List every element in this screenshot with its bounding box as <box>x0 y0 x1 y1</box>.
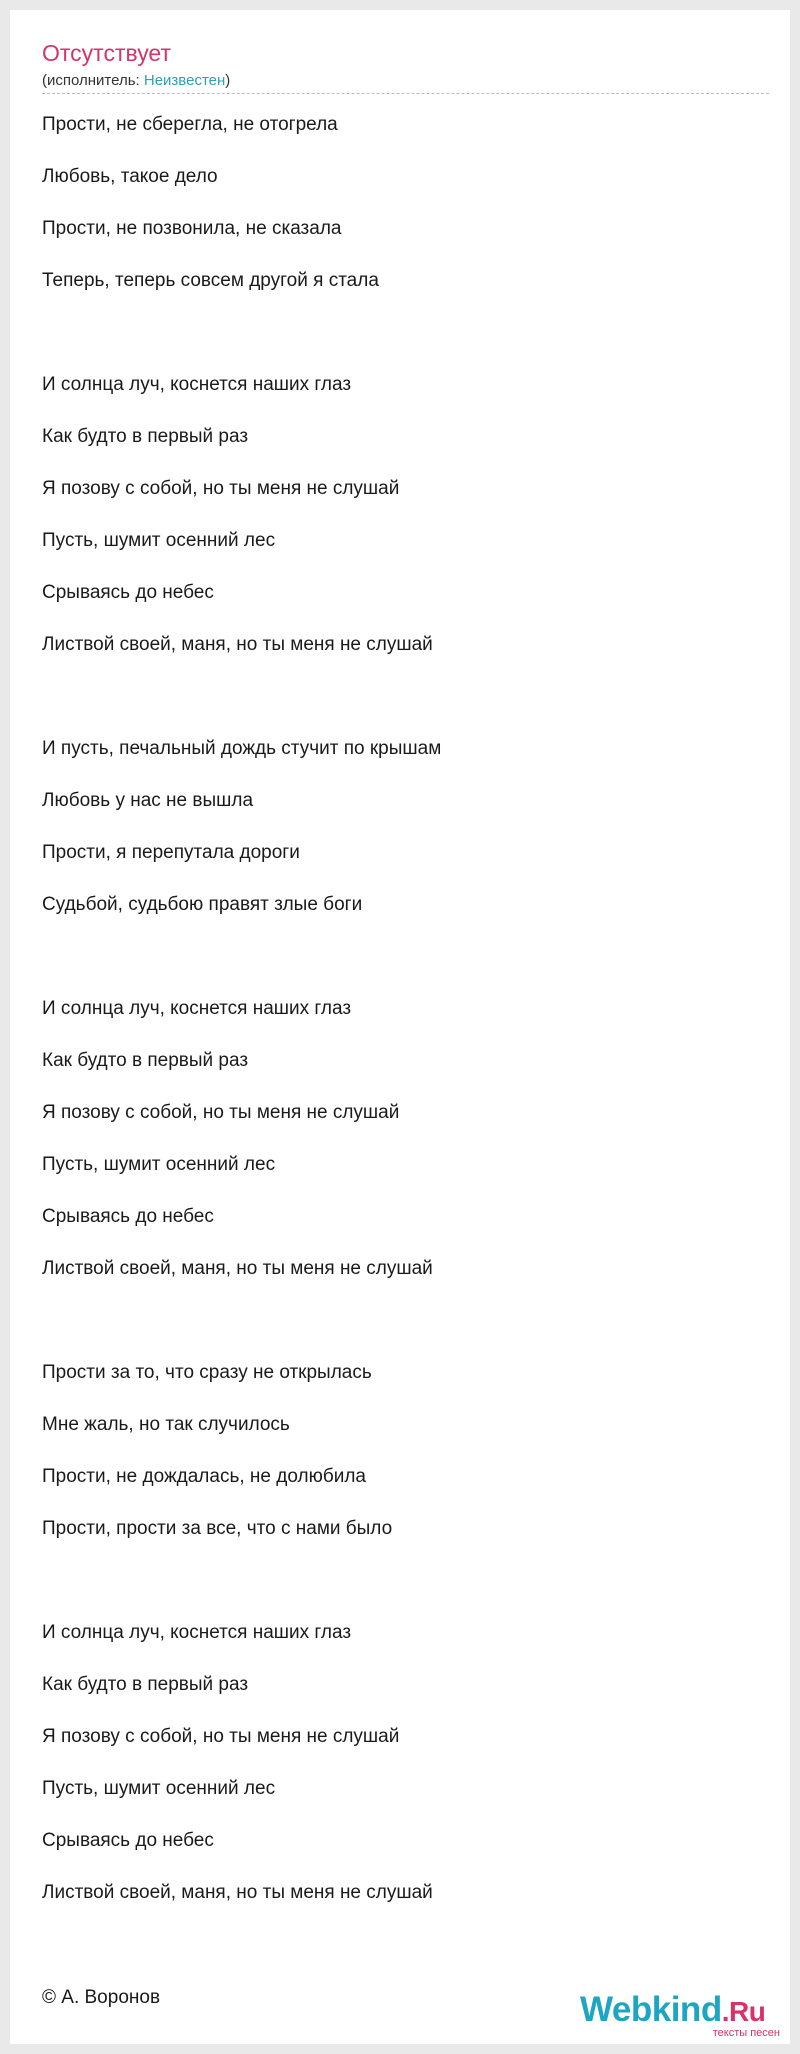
lyric-line: И солнца луч, коснется наших глаз <box>42 374 352 395</box>
lyric-line: Пусть, шумит осенний лес <box>42 1154 276 1175</box>
logo-word: Webkind <box>580 1990 722 2029</box>
logo-tagline: тексты песен <box>712 2027 780 2039</box>
lyrics-body <box>42 112 762 1984</box>
artist-line <box>42 72 230 90</box>
lyric-line: Я позову с собой, но ты меня не слушай <box>42 478 400 499</box>
lyric-line: Прости, прости за все, что с нами было <box>42 1518 393 1539</box>
lyric-line: Срываясь до небес <box>42 1830 214 1851</box>
site-logo[interactable] <box>580 1992 780 2042</box>
lyric-line: Любовь у нас не вышла <box>42 790 254 811</box>
lyric-line: Мне жаль, но так случилось <box>42 1414 290 1435</box>
lyric-line: Листвой своей, маня, но ты меня не слушай <box>42 634 433 655</box>
page-sheet <box>10 10 790 2044</box>
lyrics-stanza <box>42 1620 762 1932</box>
lyrics-stanza <box>42 996 762 1308</box>
lyrics-stanza <box>42 736 762 944</box>
artist-link[interactable]: Неизвестен <box>143 72 226 89</box>
lyric-line: Листвой своей, маня, но ты меня не слушай <box>42 1258 433 1279</box>
lyric-line: Срываясь до небес <box>42 1206 214 1227</box>
song-title: Отсутствует <box>42 40 171 66</box>
lyric-line: Пусть, шумит осенний лес <box>42 530 276 551</box>
artist-suffix: ) <box>225 72 231 89</box>
lyric-line: И солнца луч, коснется наших глаз <box>42 1622 352 1643</box>
lyrics-stanza <box>42 1360 762 1568</box>
lyrics-stanza <box>42 112 762 320</box>
logo-suffix: .Ru <box>721 1996 766 2027</box>
copyright: © А. Воронов <box>42 1987 161 2008</box>
lyric-line: Как будто в первый раз <box>42 1050 249 1071</box>
lyric-line: Как будто в первый раз <box>42 426 249 447</box>
lyric-line: Листвой своей, маня, но ты меня не слушай <box>42 1882 433 1903</box>
lyric-line: Прости, не сберегла, не отогрела <box>42 114 338 135</box>
lyric-line: Прости, не позвонила, не сказала <box>42 218 342 239</box>
lyrics-stanza <box>42 372 762 684</box>
artist-prefix: (исполнитель: <box>42 72 144 89</box>
lyric-line: И солнца луч, коснется наших глаз <box>42 998 352 1019</box>
lyric-line: Прости, я перепутала дороги <box>42 842 300 863</box>
lyric-line: И пусть, печальный дождь стучит по крышам <box>42 738 442 759</box>
lyric-line: Как будто в первый раз <box>42 1674 249 1695</box>
lyric-line: Судьбой, судьбою правят злые боги <box>42 894 363 915</box>
lyric-line: Срываясь до небес <box>42 582 214 603</box>
lyric-line: Прости, не дождалась, не долюбила <box>42 1466 366 1487</box>
logo-wordmark <box>580 1992 765 2027</box>
lyric-line: Я позову с собой, но ты меня не слушай <box>42 1102 400 1123</box>
lyric-line: Прости за то, что сразу не открылась <box>42 1362 372 1383</box>
title-divider <box>42 93 769 94</box>
lyric-line: Я позову с собой, но ты меня не слушай <box>42 1726 400 1747</box>
lyric-line: Теперь, теперь совсем другой я стала <box>42 270 379 291</box>
lyric-line: Пусть, шумит осенний лес <box>42 1778 276 1799</box>
lyric-line: Любовь, такое дело <box>42 166 218 187</box>
